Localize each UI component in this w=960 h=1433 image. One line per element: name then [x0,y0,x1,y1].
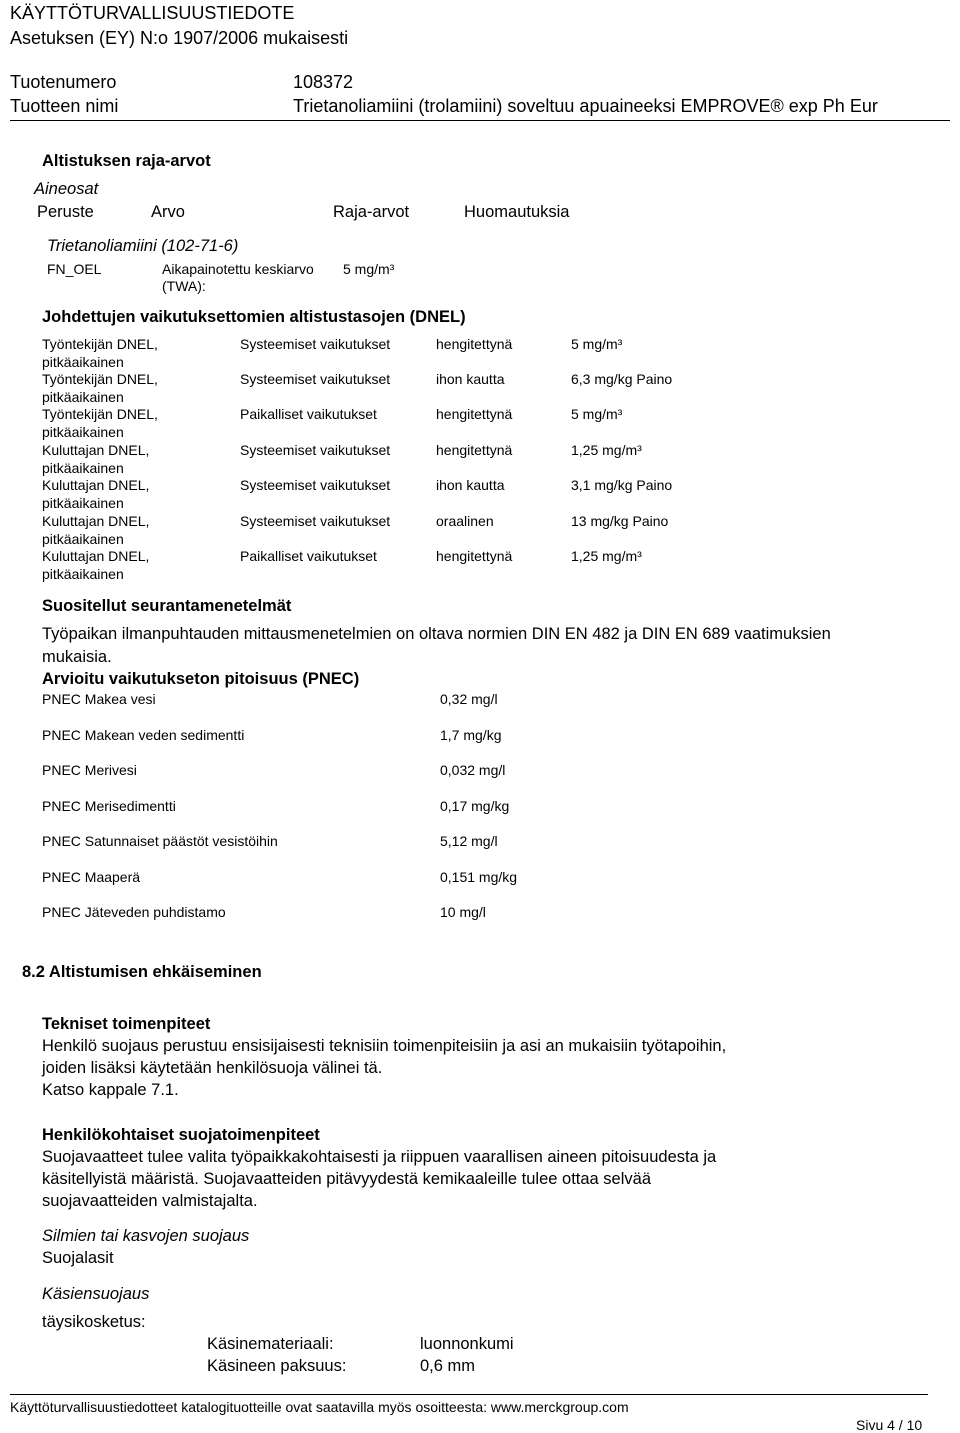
dnel-route: oraalinen [436,513,494,529]
technical-text-3: Katso kappale 7.1. [42,1081,179,1099]
technical-heading: Tekniset toimenpiteet [42,1015,211,1033]
monitoring-text-1: Työpaikan ilmanpuhtauden mittausmenetelmien on oltava normien DIN EN 482 ja DIN EN 689 vaatimuksien [42,625,831,643]
dnel-route: hengitettynä [436,406,513,422]
pnec-value: 1,7 mg/kg [440,727,502,743]
glove-material: luonnonkumi [420,1335,514,1353]
pnec-name: PNEC Makea vesi [42,691,156,707]
pnec-value: 5,12 mg/l [440,833,498,849]
table-row [42,441,942,477]
monitoring-text-2: mukaisia. [42,648,112,666]
dnel-who: Työntekijän DNEL, pitkäaikainen [42,406,158,440]
footer-note: Käyttöturvallisuustiedotteet katalogituotteille ovat saatavilla myös osoitteesta: www.merckgroup.com [10,1399,629,1415]
product-name: Trietanoliamiini (trolamiini) soveltuu apuaineeksi EMPROVE® exp Ph Eur [293,96,878,116]
dnel-effect: Systeemiset vaikutukset [240,336,391,352]
eye-protection-heading: Silmien tai kasvojen suojaus [42,1227,250,1245]
pnec-value: 0,32 mg/l [440,691,498,707]
dnel-effect: Systeemiset vaikutukset [240,371,391,387]
substance-name: Trietanoliamiini (102-71-6) [47,237,239,255]
product-number: 108372 [293,72,354,92]
dnel-value: 5 mg/m³ [571,336,623,352]
pnec-value: 10 mg/l [440,904,486,920]
column-value: Arvo [151,203,185,221]
dnel-value: 1,25 mg/m³ [571,548,642,564]
dnel-who: Kuluttajan DNEL, pitkäaikainen [42,442,150,476]
exposure-value-type-1: Aikapainotettu keskiarvo [162,261,314,277]
dnel-route: hengitettynä [436,548,513,564]
dnel-heading: Johdettujen vaikutuksettomien altistustasojen (DNEL) [42,308,466,326]
dnel-value: 3,1 mg/kg Paino [571,477,673,493]
pnec-name: PNEC Jäteveden puhdistamo [42,904,226,920]
pnec-value: 0,151 mg/kg [440,869,518,885]
footer-divider [10,1394,928,1395]
pnec-name: PNEC Maaperä [42,869,141,885]
table-row [42,476,942,512]
product-name-label: Tuotteen nimi [10,96,119,116]
hand-contact-label: täysikosketus: [42,1313,146,1331]
dnel-effect: Systeemiset vaikutukset [240,442,391,458]
dnel-who: Kuluttajan DNEL, pitkäaikainen [42,513,150,547]
technical-text-1: Henkilö suojaus perustuu ensisijaisesti teknisiin toimenpiteisiin ja asi an mukaisiin työtapoihin, [42,1037,727,1055]
list-item [42,727,742,747]
substances-label: Aineosat [34,180,99,198]
hand-protection-heading: Käsiensuojaus [42,1285,150,1303]
document-title: KÄYTTÖTURVALLISUUSTIEDOTE [10,3,295,23]
exposure-heading: Altistuksen raja-arvot [42,152,211,170]
list-item [42,798,742,818]
exposure-limit: 5 mg/m³ [343,261,395,277]
dnel-who: Kuluttajan DNEL, pitkäaikainen [42,548,150,582]
dnel-route: ihon kautta [436,371,505,387]
pnec-name: PNEC Makean veden sedimentti [42,727,245,743]
personal-text-2: käsitellyistä määristä. Suojavaatteiden pitävyydestä kemikaaleille tulee ottaa selvää [42,1170,651,1188]
header-divider [10,120,950,121]
list-item [42,762,742,782]
exposure-basis: FN_OEL [47,261,102,277]
dnel-effect: Paikalliset vaikutukset [240,548,377,564]
list-item [42,833,742,853]
dnel-value: 5 mg/m³ [571,406,623,422]
exposure-value-type-2: (TWA): [162,278,206,294]
column-limits: Raja-arvot [333,203,410,221]
pnec-name: PNEC Merisedimentti [42,798,176,814]
dnel-value: 1,25 mg/m³ [571,442,642,458]
dnel-who: Työntekijän DNEL, pitkäaikainen [42,336,158,370]
product-number-label: Tuotenumero [10,72,117,92]
table-row [42,405,942,441]
dnel-route: hengitettynä [436,336,513,352]
section-8-2-heading: 8.2 Altistumisen ehkäiseminen [22,963,262,981]
dnel-value: 6,3 mg/kg Paino [571,371,673,387]
page-number: Sivu 4 / 10 [856,1417,923,1433]
personal-heading: Henkilökohtaiset suojatoimenpiteet [42,1126,320,1144]
table-row [42,370,942,406]
regulation-line: Asetuksen (EY) N:o 1907/2006 mukaisesti [10,28,349,48]
column-basis: Peruste [37,203,94,221]
dnel-who: Kuluttajan DNEL, pitkäaikainen [42,477,150,511]
list-item [42,869,742,889]
pnec-name: PNEC Merivesi [42,762,137,778]
pnec-heading: Arvioitu vaikutukseton pitoisuus (PNEC) [42,670,360,688]
glove-material-label: Käsinemateriaali: [207,1335,334,1353]
personal-text-3: suojavaatteiden valmistajalta. [42,1192,258,1210]
dnel-route: hengitettynä [436,442,513,458]
eye-protection-text: Suojalasit [42,1249,114,1267]
monitoring-heading: Suositellut seurantamenetelmät [42,597,292,615]
dnel-effect: Paikalliset vaikutukset [240,406,377,422]
pnec-name: PNEC Satunnaiset päästöt vesistöihin [42,833,278,849]
dnel-value: 13 mg/kg Paino [571,513,669,529]
dnel-route: ihon kautta [436,477,505,493]
dnel-effect: Systeemiset vaikutukset [240,513,391,529]
pnec-value: 0,032 mg/l [440,762,506,778]
dnel-effect: Systeemiset vaikutukset [240,477,391,493]
table-row [42,512,942,548]
list-item [42,691,742,711]
pnec-value: 0,17 mg/kg [440,798,510,814]
glove-thickness: 0,6 mm [420,1357,476,1375]
personal-text-1: Suojavaatteet tulee valita työpaikkakohtaisesti ja riippuen vaarallisen aineen pitoisuudesta ja [42,1148,717,1166]
glove-thickness-label: Käsineen paksuus: [207,1357,347,1375]
technical-text-2: joiden lisäksi käytetään henkilösuoja välinei tä. [42,1059,383,1077]
table-row [42,547,942,583]
column-remarks: Huomautuksia [464,203,570,221]
list-item [42,904,742,924]
dnel-who: Työntekijän DNEL, pitkäaikainen [42,371,158,405]
table-row [42,335,942,371]
